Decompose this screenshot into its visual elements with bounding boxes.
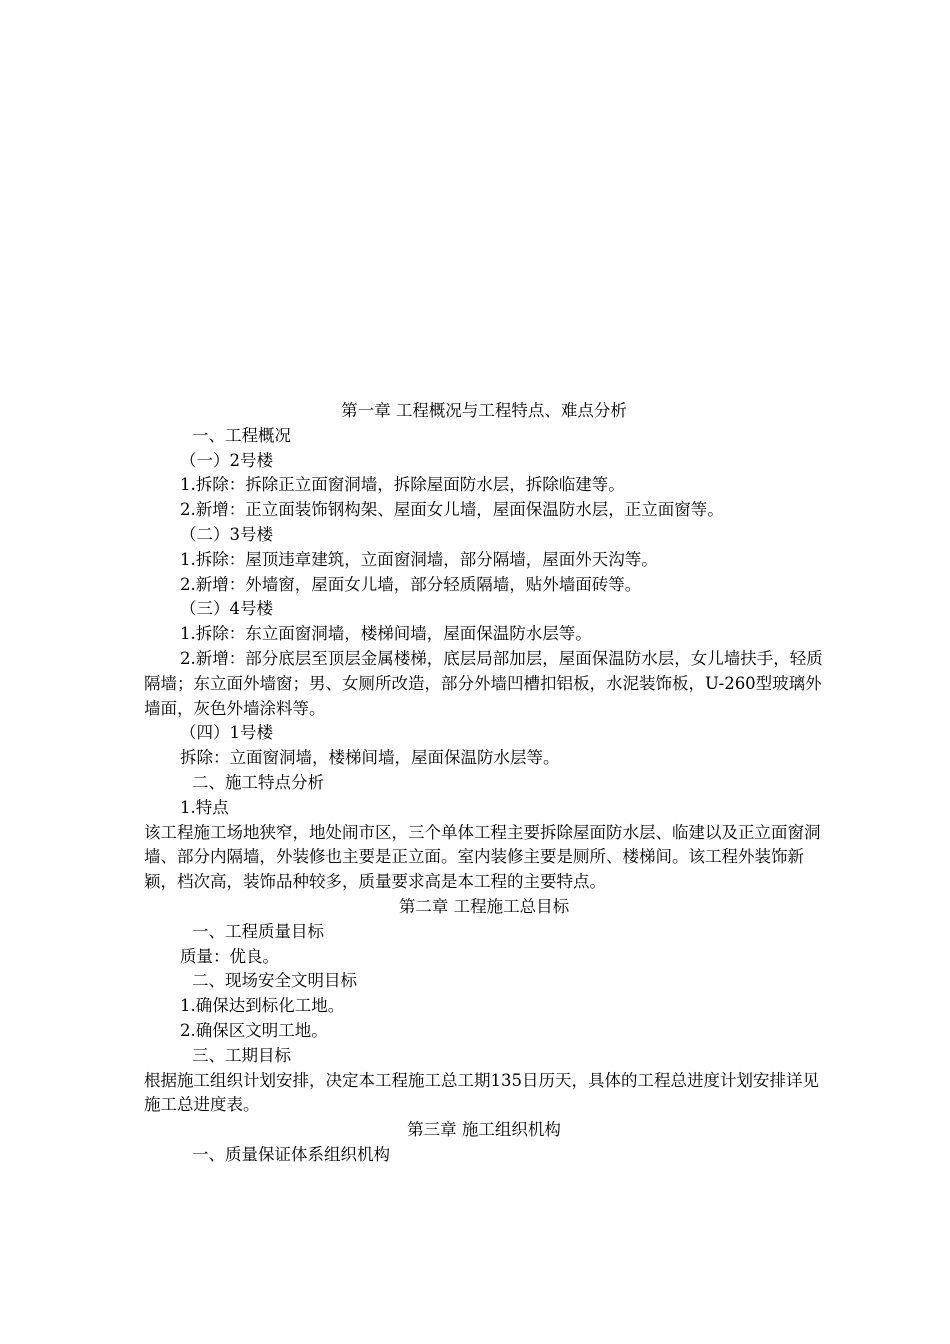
list-item: 拆除：立面窗洞墙，楼梯间墙，屋面保温防水层等。 xyxy=(180,748,560,768)
section-heading: 一、质量保证体系组织机构 xyxy=(192,1144,390,1164)
section-heading: 二、施工特点分析 xyxy=(192,772,324,792)
list-item: 2.新增：正立面装饰钢构架、屋面女儿墙，屋面保温防水层，正立面窗等。 xyxy=(180,500,724,520)
list-item: 1.拆除：东立面窗洞墙，楼梯间墙，屋面保温防水层等。 xyxy=(180,624,592,644)
list-item: 1.拆除：拆除正立面窗洞墙，拆除屋面防水层，拆除临建等。 xyxy=(180,475,625,495)
list-item-paragraph: 2.新增：部分底层至顶层金属楼梯，底层局部加层，屋面保温防水层，女儿墙扶手，轻质隔墙；东立面外墙窗；男、女厕所改造，部分外墙凹槽扣铝板，水泥装饰板，U-260型玻璃外墙面，灰色外墙涂料等。 xyxy=(144,648,823,718)
chapter-3-title: 第三章 施工组织机构 xyxy=(407,1120,561,1140)
chapter-2-title: 第二章 工程施工总目标 xyxy=(398,896,570,916)
document-body xyxy=(144,399,824,1168)
subsection-heading: （一）2号楼 xyxy=(180,450,273,470)
section-heading: 一、工程概况 xyxy=(192,425,291,445)
body-paragraph: 该工程施工场地狭窄，地处闹市区，三个单体工程主要拆除屋面防水层、临建以及正立面窗洞墙、部分内隔墙，外装修也主要是正立面。室内装修主要是厕所、楼梯间。该工程外装饰新颖，档次高，装饰品种较多，质量要求高是本工程的主要特点。 xyxy=(144,822,821,892)
body-line: 质量：优良。 xyxy=(180,946,279,966)
body-paragraph: 根据施工组织计划安排，决定本工程施工总工期135日历天，具体的工程总进度计划安排详见施工总进度表。 xyxy=(144,1070,819,1115)
section-heading: 二、现场安全文明目标 xyxy=(192,971,357,991)
list-item: 1.确保达到标化工地。 xyxy=(180,996,345,1016)
list-item: 2.确保区文明工地。 xyxy=(180,1020,328,1040)
chapter-1-title: 第一章 工程概况与工程特点、难点分析 xyxy=(341,401,627,420)
section-heading: 一、工程质量目标 xyxy=(192,921,324,941)
subsection-heading: （四）1号楼 xyxy=(180,723,273,743)
subsection-heading: （三）4号楼 xyxy=(180,599,273,619)
list-item: 1.拆除：屋顶违章建筑，立面窗洞墙，部分隔墙，屋面外天沟等。 xyxy=(180,549,658,569)
section-heading: 三、工期目标 xyxy=(192,1045,291,1065)
subsection-heading: 1.特点 xyxy=(180,797,229,817)
list-item: 2.新增：外墙窗，屋面女儿墙，部分轻质隔墙，贴外墙面砖等。 xyxy=(180,574,642,594)
subsection-heading: （二）3号楼 xyxy=(180,524,273,544)
